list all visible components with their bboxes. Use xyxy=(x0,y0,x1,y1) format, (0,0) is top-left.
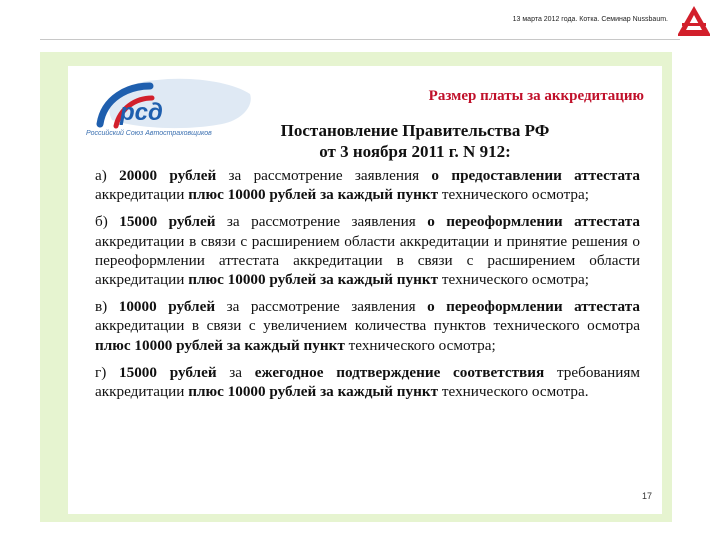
page-number: 17 xyxy=(641,491,652,501)
fee-item-c: в) 10000 рублей за рассмотрение заявления о переоформлении аттестата аккредитации в связи с увеличением количества пунктов технического осмотра плюс 10000 рублей за каждый пункт технического осмотра; xyxy=(95,298,640,354)
fee-item-d: г) 15000 рублей за ежегодное подтверждение соответствия требованиям аккредитации плюс 10000 рублей за каждый пункт технического осмотра. xyxy=(95,363,640,401)
document-title-line-1: Постановление Правительства РФ xyxy=(280,121,550,140)
fee-list xyxy=(95,166,640,409)
logo-caption: Российский Союз Автостраховщиков xyxy=(86,130,212,137)
russia-map-logo-icon xyxy=(82,72,257,132)
fee-item-b: б) 15000 рублей за рассмотрение заявления о переоформлении аттестата аккредитации в связи с расширением области аккредитации и принятие решения о переоформлении аттестата аккредитации в связи с расширением области аккредитации плюс 10000 рублей за каждый пункт технического осмотра; xyxy=(95,213,640,289)
triangle-logo-icon xyxy=(676,4,712,38)
fee-item-a: а) 20000 рублей за рассмотрение заявления о предоставлении аттестата аккредитации плюс 10000 рублей за каждый пункт технического осмотра; xyxy=(95,167,640,204)
header-caption: 13 марта 2012 года. Котка. Семинар Nussbaum. xyxy=(512,16,668,23)
slide-heading: Размер платы за аккредитацию xyxy=(428,88,644,104)
document-title-line-2: от 3 ноября 2011 г. N 912: xyxy=(319,142,511,161)
document-title xyxy=(250,120,580,162)
rsa-logo xyxy=(82,72,257,152)
svg-text:рсд: рсд xyxy=(120,99,163,126)
header-divider xyxy=(40,39,680,40)
page-header xyxy=(0,0,720,40)
